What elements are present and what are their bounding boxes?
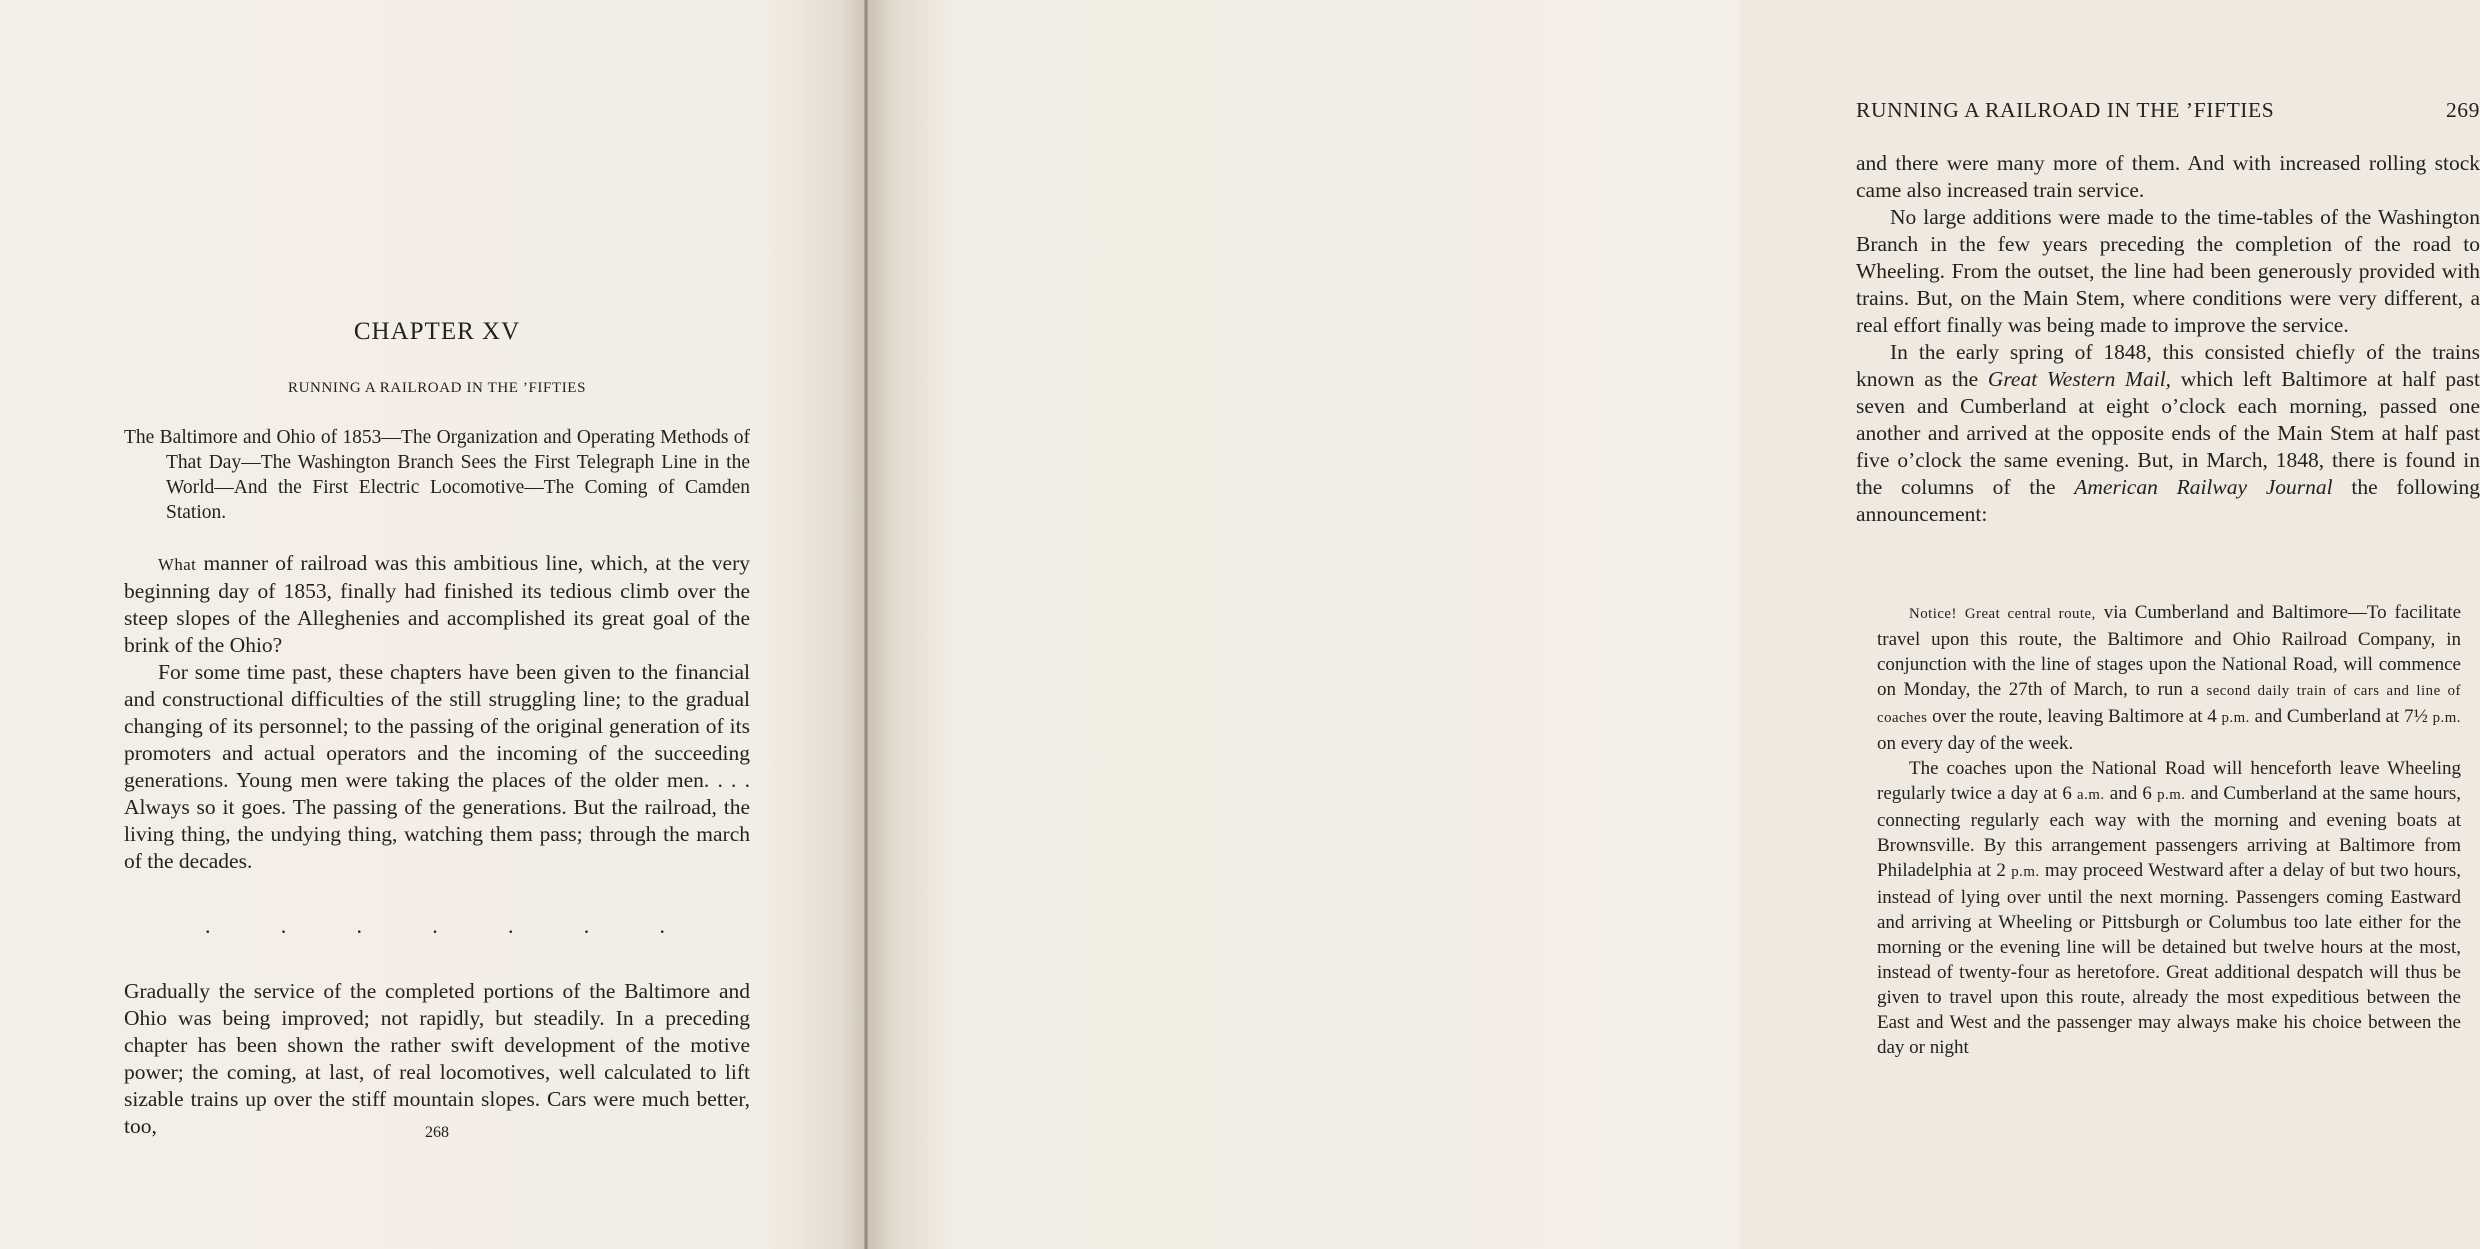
dot: . [205, 913, 211, 938]
paragraph [124, 550, 750, 659]
small-caps-text: p.m. [2011, 864, 2040, 880]
left-body-text [124, 550, 750, 875]
small-caps-text: Notice! [1909, 606, 1957, 622]
running-head [1856, 98, 2480, 123]
dot: . [356, 913, 362, 938]
dot: . [508, 913, 514, 938]
notice-text: and 6 [2104, 783, 2158, 804]
page-number: 268 [425, 1124, 449, 1141]
notice-paragraph [1877, 756, 2461, 1060]
chapter-heading: CHAPTER XV [353, 318, 521, 345]
left-page [0, 0, 866, 1249]
paragraph: No large additions were made to the time-tables of the Washington Branch in the few years preceding the completion of the road to Wheeling. From the outset, the line had been generously provided with trains. But, on the Main Stem, where conditions were very different, a real effort finally was being made to improve the service. [1856, 205, 2480, 337]
spacer-text [1957, 602, 1965, 623]
notice-paragraph [1877, 600, 2461, 756]
notice-text: The coaches upon the National Road will henceforth leave Wheeling regularly twice a day at 6 [1877, 758, 2461, 804]
paragraph-text: manner of railroad was this ambitious line, which, at the very beginning day of 1853, finally had finished its tedious climb over the steep slopes of the Alleghenies and accomplished its great goal of the brink of the Ohio? [124, 551, 750, 657]
dot: . [432, 913, 438, 938]
italic-title: Great Western Mail, [1987, 367, 2172, 391]
quoted-notice [1877, 600, 2461, 1060]
small-caps-text: p.m. [2157, 787, 2186, 803]
paragraph-text: In the early spring of 1848, this consisted chiefly of the trains known as the [1856, 340, 2480, 391]
running-head-title: RUNNING A RAILROAD IN THE ’FIFTIES [1856, 98, 2275, 122]
italic-journal-title: American Railway Journal [2074, 475, 2333, 499]
notice-text: and Cumberland at the same hours, connecting regularly each way with the morning and evening boats at Brownsville. By this arrangement passengers arriving at Baltimore from Philadelphia at 2 [1877, 783, 2461, 881]
paragraph: Gradually the service of the completed portions of the Baltimore and Ohio was being improved; not rapidly, but steadily. In a preceding chapter has been shown the rather swift development of the motive power; the coming, at last, of real locomotives, well calculated to lift sizable trains up over the stiff mountain slopes. Cars were much better, too, [124, 978, 750, 1138]
notice-text: via Cumberland and Baltimore—To facilitate travel upon this route, the Baltimore and Ohio Railroad Company, in conjunction with the line of stages upon the National Road, will commence on Monday, the 27th of March, to run a [1877, 602, 2461, 700]
chapter-synopsis: The Baltimore and Ohio of 1853—The Organization and Operating Methods of That Day—The Washington Branch Sees the First Telegraph Line in the World—And the First Electric Locomotive—The Coming of Camden Station. [124, 427, 750, 523]
paragraph-text: the following announcement: [1856, 475, 2480, 526]
small-caps-text: p.m. [2221, 710, 2250, 726]
small-caps-lead: What [158, 555, 197, 574]
paragraph-text: which left Baltimore at half past seven and Cumberland at eight o’clock each morning, passed one another and arrived at the opposite ends of the Main Stem at half past five o’clock the same evening. But, in March, 1848, there is found in the columns of the [1856, 367, 2480, 499]
notice-text: may proceed Westward after a delay of but two hours, instead of lying over until the next morning. Passengers coming Eastward and arriving at Wheeling or Pittsburgh or Columbus too late either for the morning or the evening line will be detained but twelve hours at the most, instead of twenty-four as heretofore. Great additional despatch will thus be given to travel upon this route, already the most expeditious between the East and West and the passenger may always make his choice between the day or night [1877, 860, 2461, 1058]
right-body-text [1856, 150, 2480, 528]
paragraph [1856, 339, 2480, 528]
notice-text: over the route, leaving Baltimore at 4 [1927, 706, 2222, 727]
dot: . [583, 913, 590, 938]
notice-text: on every day of the week. [1877, 733, 2074, 754]
chapter-subtitle: RUNNING A RAILROAD IN THE ’FIFTIES [287, 380, 587, 396]
dot: . [280, 913, 287, 938]
paragraph: For some time past, these chapters have been given to the financial and constructional difficulties of the still struggling line; to the gradual changing of its personnel; to the passing of the original generation of its promoters and actual operators and the incoming of the succeeding generations. Young men were taking the places of the older men. . . . Always so it goes. The passing of the generations. But the railroad, the living thing, the undying thing, watching them pass; through the march of the decades. [124, 660, 750, 873]
section-break-dots [205, 915, 665, 937]
right-page [866, 0, 2480, 1249]
paragraph: and there were many more of them. And with increased rolling stock came also increased train service. [1856, 151, 2480, 202]
notice-text: and Cumberland at 7½ [2249, 706, 2433, 727]
book-gutter [864, 0, 868, 1249]
small-caps-text: a.m. [2077, 787, 2105, 803]
small-caps-text: Great central route, [1964, 606, 2096, 622]
page-number: 269 [2445, 98, 2480, 122]
small-caps-text: second daily train of cars and line of coaches [1877, 683, 2461, 726]
dot: . [659, 913, 665, 938]
small-caps-text: p.m. [2432, 710, 2461, 726]
